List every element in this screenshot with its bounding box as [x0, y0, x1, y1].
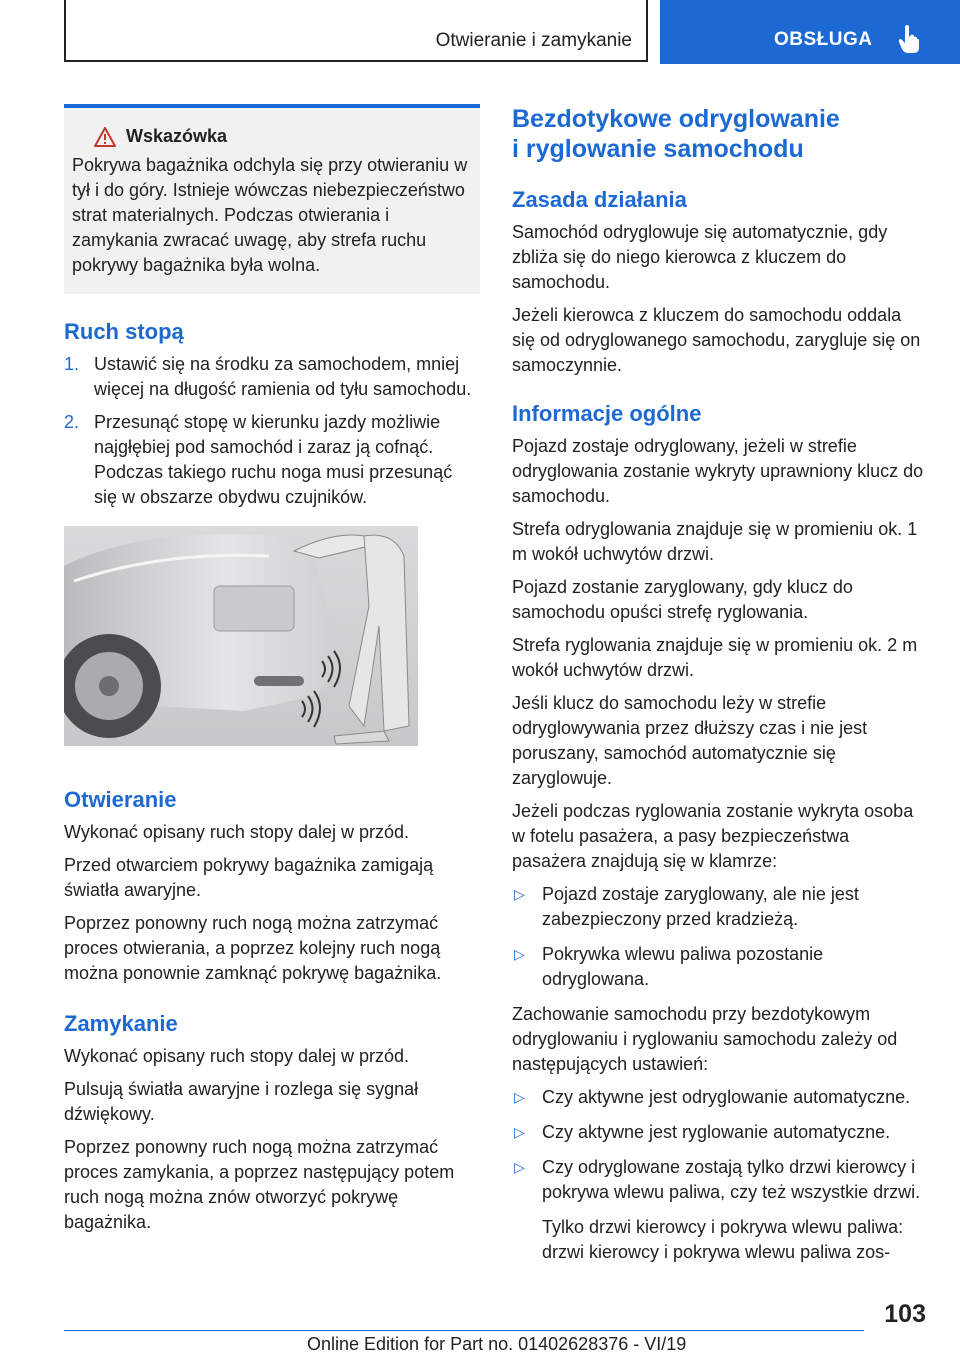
warning-note: [64, 104, 480, 294]
info-paragraph: Jeżeli podczas ryglowania zostanie wykryta osoba w fotelu pasażera, a pasy bezpieczeństwa pasażera znajdują się w klamrze:: [512, 801, 914, 871]
step-item: [64, 410, 480, 510]
heading-informacje-ogolne: Informacje ogólne: [512, 401, 702, 426]
heading-zamykanie: Zamykanie: [64, 1011, 178, 1036]
triangle-right-icon: ▷: [514, 1089, 525, 1105]
main-heading-line-1: Bezdotykowe odryglowanie: [512, 105, 840, 133]
bullet-list-2: [512, 1085, 928, 1205]
step-number: 1.: [64, 354, 80, 374]
hand-pointer-icon: [898, 24, 920, 54]
info-paragraph: Strefa ryglowania znajduje się w promieniu ok. 2 m wokół uchwytów drzwi.: [512, 635, 918, 680]
list-item-text: Czy aktywne jest ryglowanie automatyczne.: [542, 1122, 891, 1142]
steps-list: [64, 352, 480, 510]
info-paragraph: Jeśli klucz do samochodu leży w strefie odryglowywania przez dłuższy czas i nie jest poruszany, samochód automatycznie się zaryglowuje.: [512, 693, 868, 788]
info-paragraph: Pojazd zostanie zaryglowany, gdy klucz do samochodu opuści strefę ryglowania.: [512, 577, 853, 622]
main-heading: [512, 104, 928, 164]
settings-paragraph: Zachowanie samochodu przy bezdotykowym odryglowaniu i ryglowaniu samochodu zależy od następujących ustawień:: [512, 1004, 898, 1074]
heading-otwieranie: Otwieranie: [64, 787, 177, 812]
triangle-right-icon: ▷: [514, 1159, 525, 1175]
list-item: [512, 1155, 928, 1205]
zamykanie-paragraph: Poprzez ponowny ruch nogą można zatrzymać proces zamykania, a poprzez następujący potem ruch nogą można znów otworzyć pokrywę bagażnika.: [64, 1137, 455, 1232]
step-number: 2.: [64, 412, 80, 432]
main-heading-line-2: i ryglowanie samochodu: [512, 135, 804, 163]
continuation-paragraph: Tylko drzwi kierowcy i pokrywa wlewu paliwa: drzwi kierowcy i pokrywa wlewu paliwa zos-: [542, 1217, 904, 1262]
chapter-label: OBSŁUGA: [774, 29, 873, 50]
list-item: [512, 882, 928, 932]
zasada-paragraph: Samochód odryglowuje się automatycznie, gdy zbliża się do niego kierowca z kluczem do samochodu.: [512, 222, 888, 292]
foot-gesture-illustration: [64, 526, 418, 746]
zasada-paragraph: Jeżeli kierowca z kluczem do samochodu oddala się od odryglowanego samochodu, zarygluje się on samoczynnie.: [512, 305, 921, 375]
warning-note-header: [72, 126, 472, 147]
info-paragraph: Pojazd zostaje odryglowany, jeżeli w strefie odryglowania zostanie wykryty uprawniony klucz do samochodu.: [512, 436, 924, 506]
footer-divider: [64, 1330, 864, 1331]
warning-triangle-icon: [94, 127, 116, 147]
section-title: Otwieranie i zamykanie: [435, 30, 632, 51]
triangle-right-icon: ▷: [514, 946, 525, 962]
chapter-tab: [660, 0, 960, 64]
zamykanie-paragraph: Wykonać opisany ruch stopy dalej w przód.: [64, 1046, 410, 1066]
bullet-list-1: [512, 882, 928, 992]
otwieranie-paragraph: Poprzez ponowny ruch nogą można zatrzymać proces otwierania, a poprzez kolejny ruch nogą można ponownie zamknąć pokrywę bagażnika.: [64, 913, 442, 983]
heading-ruch-stopa: Ruch stopą: [64, 319, 184, 344]
step-text: Przesunąć stopę w kierunku jazdy możliwie najgłębiej pod samochód i zaraz ją cofnąć. Podczas takiego ruchu noga musi przesunąć się w obszarze obydwu czujników.: [94, 412, 453, 507]
right-column: [512, 104, 928, 1273]
step-item: [64, 352, 480, 402]
page-number: 103: [884, 1300, 926, 1328]
footer-edition: Online Edition for Part no. 01402628376 - VI/19: [307, 1334, 687, 1354]
triangle-right-icon: ▷: [514, 886, 525, 902]
list-item: [512, 1085, 928, 1110]
triangle-right-icon: ▷: [514, 1124, 525, 1140]
list-item: [512, 1120, 928, 1145]
list-item-text: Pojazd zostaje zaryglowany, ale nie jest zabezpieczony przed kradzieżą.: [542, 884, 859, 929]
heading-zasada-dzialania: Zasada działania: [512, 187, 687, 212]
zamykanie-paragraph: Pulsują światła awaryjne i rozlega się sygnał dźwiękowy.: [64, 1079, 419, 1124]
warning-note-text: Pokrywa bagażnika odchyla się przy otwieraniu w tył i do góry. Istnieje wówczas niebezpieczeństwo strat materialnych. Podczas otwierania i zamykania zwracać uwagę, aby strefa ruchu pokrywy bagażnika była wolna.: [72, 155, 468, 275]
otwieranie-paragraph: Wykonać opisany ruch stopy dalej w przód.: [64, 822, 410, 842]
list-item-text: Pokrywka wlewu paliwa pozostanie odryglowana.: [542, 944, 824, 989]
list-item-text: Czy aktywne jest odryglowanie automatyczne.: [542, 1087, 911, 1107]
left-column: [64, 104, 480, 1243]
otwieranie-paragraph: Przed otwarciem pokrywy bagażnika zamigają światła awaryjne.: [64, 855, 434, 900]
header-section-box: [64, 0, 648, 62]
warning-note-title: Wskazówka: [126, 126, 228, 146]
info-paragraph: Strefa odryglowania znajduje się w promieniu ok. 1 m wokół uchwytów drzwi.: [512, 519, 918, 564]
list-item: [512, 942, 928, 992]
list-item-text: Czy odryglowane zostają tylko drzwi kierowcy i pokrywa wlewu paliwa, czy też wszystkie drzwi.: [542, 1157, 921, 1202]
step-text: Ustawić się na środku za samochodem, mniej więcej na długość ramienia od tyłu samochodu.: [94, 354, 472, 399]
